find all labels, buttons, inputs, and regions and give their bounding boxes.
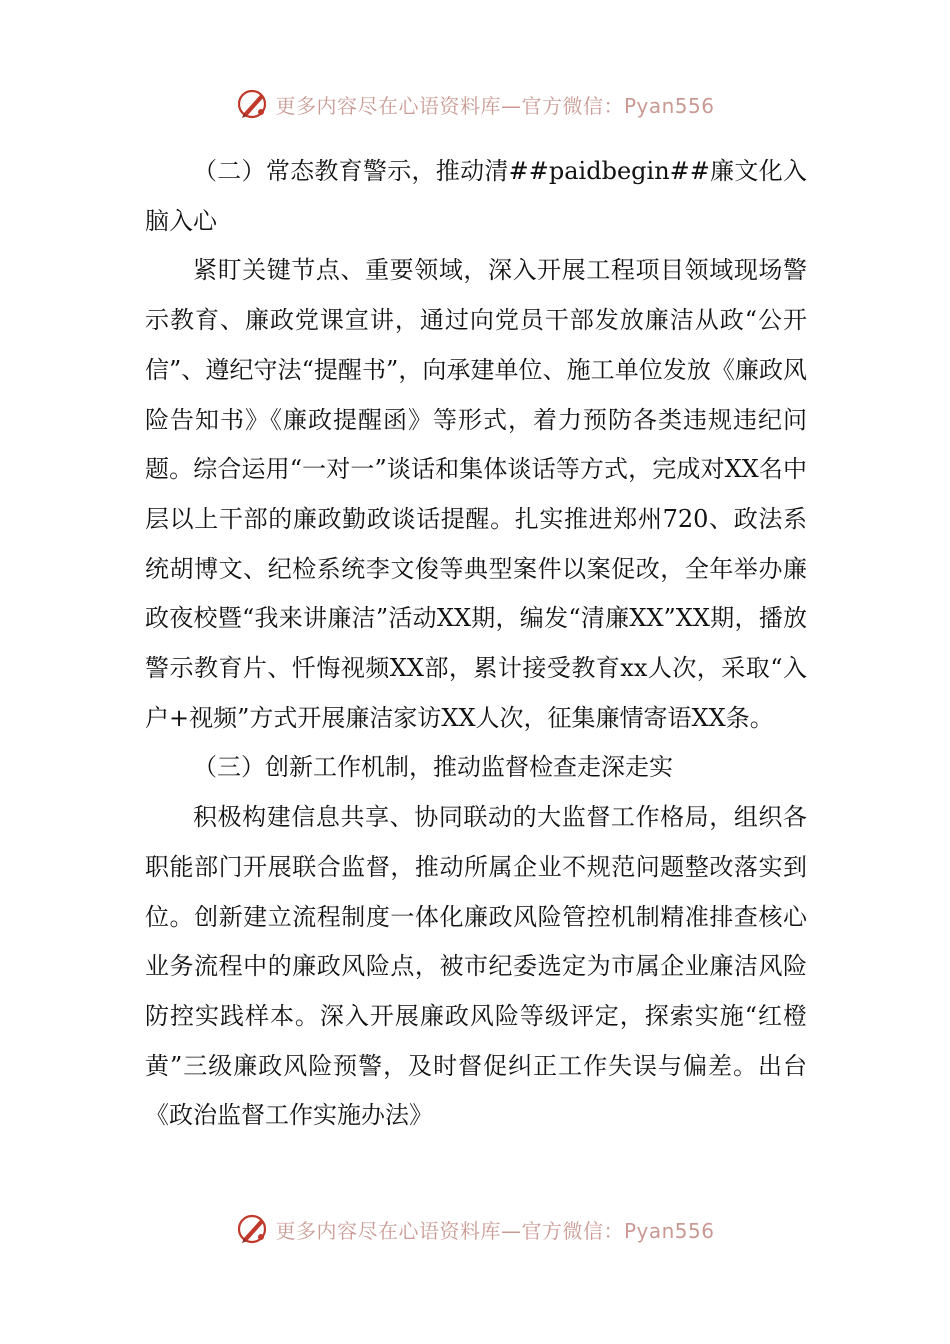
- header-watermark-banner: [0, 84, 950, 124]
- footer-watermark-banner: [0, 1209, 950, 1249]
- section-heading-2: （二）常态教育警示，推动清##paidbegin##廉文化入脑入心: [145, 157, 807, 235]
- pen-logo-icon: [235, 1211, 271, 1247]
- pen-logo-icon: [235, 86, 271, 122]
- body-paragraph-2: 积极构建信息共享、协同联动的大监督工作格局，组织各职能部门开展联合监督，推动所属企业不规范问题整改落实到位。创新建立流程制度一体化廉政风险管控机制精准排查核心业务流程中的廉政风险点，被市纪委选定为市属企业廉洁风险防控实践样本。深入开展廉政风险等级评定，探索实施“红橙黄”三级廉政风险预警，及时督促纠正工作失误与偏差。出台《政治监督工作实施办法》: [145, 803, 807, 1130]
- section-heading-3: （三）创新工作机制，推动监督检查走深走实: [193, 753, 673, 782]
- body-paragraph-1: 紧盯关键节点、重要领域，深入开展工程项目领域现场警示教育、廉政党课宣讲，通过向党员干部发放廉洁从政“公开信”、遵纪守法“提醒书”，向承建单位、施工单位发放《廉政风险告知书》《廉政提醒函》等形式，着力预防各类违规违纪问题。综合运用“一对一”谈话和集体谈话等方式，完成对XX名中层以上干部的廉政勤政谈话提醒。扎实推进郑州720、政法系统胡博文、纪检系统李文俊等典型案件以案促改，全年举办廉政夜校暨“我来讲廉洁”活动XX期，编发“清廉XX”XX期，播放警示教育片、忏悔视频XX部，累计接受教育xx人次，采取“入户+视频”方式开展廉洁家访XX人次，征集廉情寄语XX条。: [145, 256, 807, 732]
- footer-banner-text: 更多内容尽在心语资料库—官方微信：Pyan556: [275, 1218, 715, 1243]
- header-banner-text: 更多内容尽在心语资料库—官方微信：Pyan556: [275, 93, 715, 118]
- document-body: [145, 147, 807, 1141]
